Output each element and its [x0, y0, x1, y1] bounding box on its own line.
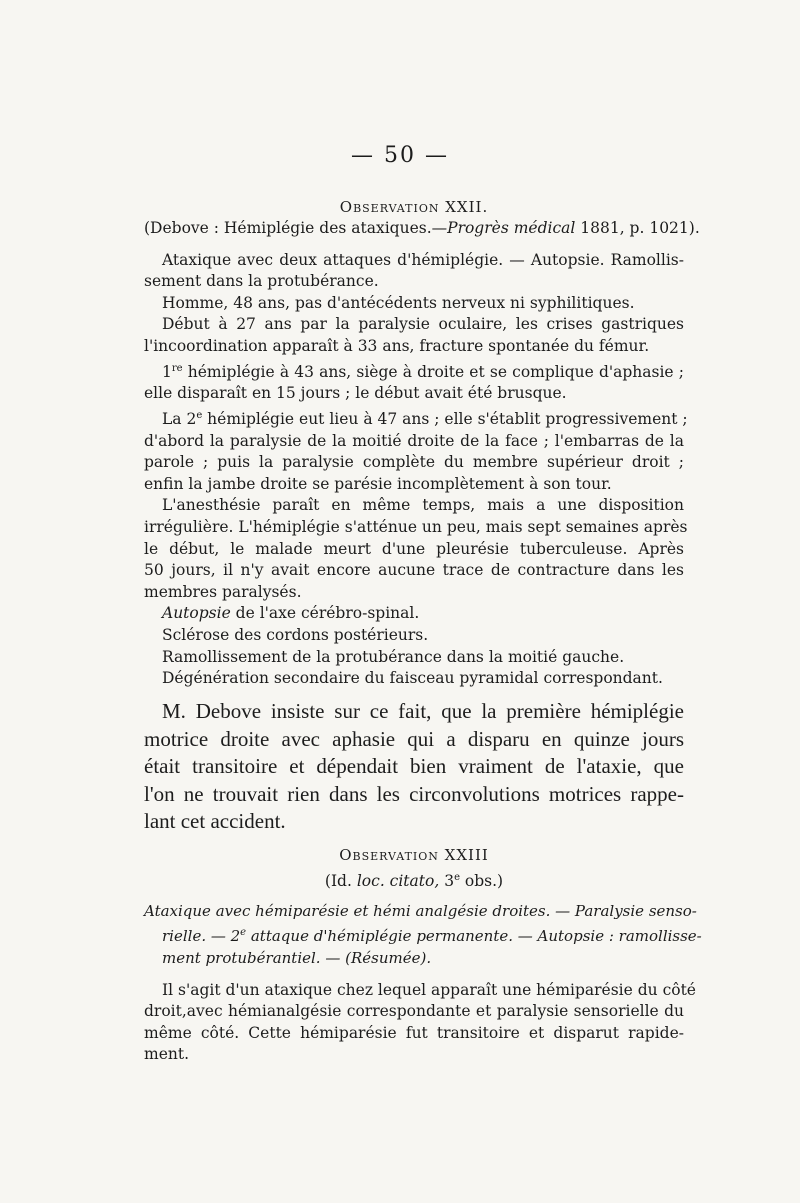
- text-line: Homme, 48 ans, pas d'antécédents nerveux ni syphilitiques.: [162, 293, 635, 312]
- observation-body: [144, 250, 688, 690]
- text-line: Il s'agit d'un ataxique chez lequel apparaît une hémiparésie du côté: [162, 980, 696, 999]
- text-line: enfin la jambe droite se parésie incomplètement à son tour.: [144, 474, 612, 493]
- text-line: Début à 27 ans par la paralysie oculaire, les crises gastriques: [162, 315, 684, 334]
- text-line: droit,avec hémianalgésie correspondante et paralysie sensorielle du: [144, 1002, 684, 1021]
- text-line: même côté. Cette hémiparésie fut transitoire et disparut rapide-: [144, 1023, 684, 1042]
- text-line: Ataxique avec deux attaques d'hémiplégie. — Autopsie. Ramollis-: [162, 250, 684, 269]
- text-line: 1re hémiplégie à 43 ans, siège à droite et se complique d'aphasie ;: [162, 362, 684, 381]
- text-line: Sclérose des cordons postérieurs.: [162, 626, 429, 644]
- text-line: l'incoordination apparaît à 33 ans, fracture spontanée du fémur.: [144, 336, 650, 355]
- observation-reference: (Id. loc. citato, 3e obs.): [324, 872, 504, 891]
- text-line: le début, le malade meurt d'une pleurésie tuberculeuse. Après: [144, 539, 684, 558]
- text-line: La 2e hémiplégie eut lieu à 47 ans ; elle s'établit progressivement ;: [162, 409, 688, 429]
- observation-xxiii: [144, 846, 702, 1066]
- text-line: l'on ne trouvait rien dans les circonvolutions motrices rappe-: [144, 781, 684, 806]
- text-line: Ramollissement de la protubérance dans la moitié gauche.: [162, 647, 625, 666]
- observation-reference: (Debove : Hémiplégie des ataxiques.—Progrès médical 1881, p. 1021).: [144, 219, 700, 237]
- observation-xxii: [144, 198, 700, 690]
- text-line: parole ; puis la paralysie complète du membre supérieur droit ;: [144, 453, 684, 472]
- text-line: ment.: [144, 1045, 190, 1064]
- text-line: d'abord la paralysie de la moitié droite de la face ; l'embarras de la: [144, 431, 684, 450]
- text-line: rielle. — 2e attaque d'hémiplégie permanente. — Autopsie : ramollisse-: [162, 927, 702, 946]
- text-line: Ataxique avec hémiparésie et hémi analgésie droites. — Paralysie senso-: [144, 901, 697, 920]
- text-line: L'anesthésie paraît en même temps, mais a une disposition: [162, 496, 684, 515]
- text-line: sement dans la protubérance.: [144, 272, 379, 291]
- page-number: — 50 —: [351, 143, 449, 168]
- text-line: M. Debove insiste sur ce fait, que la première hémiplégie: [162, 699, 684, 723]
- text-line: 50 jours, il n'y avait encore aucune trace de contracture dans les: [144, 561, 684, 580]
- observation-body: [144, 980, 696, 1066]
- text-line: était transitoire et dépendait bien vraiment de l'ataxie, que: [144, 754, 684, 778]
- observation-title: Observation XXII.: [339, 198, 489, 216]
- observation-title: Observation XXIII: [339, 846, 489, 864]
- observation-summary: [144, 901, 702, 970]
- text-line: lant cet accident.: [144, 809, 286, 833]
- commentary-paragraph: [144, 698, 684, 836]
- text-line: irrégulière. L'hémiplégie s'atténue un peu, mais sept semaines après: [144, 518, 688, 537]
- text-line: Dégénération secondaire du faisceau pyramidal correspondant.: [162, 669, 663, 688]
- text-line: membres paralysés.: [144, 582, 302, 601]
- text-line: ment protubérantiel. — (Résumée).: [162, 948, 432, 967]
- text-line: Autopsie de l'axe cérébro-spinal.: [162, 604, 420, 623]
- text-line: elle disparaît en 15 jours ; le début avait été brusque.: [144, 384, 567, 403]
- text-line: motrice droite avec aphasie qui a disparu en quinze jours: [144, 726, 684, 751]
